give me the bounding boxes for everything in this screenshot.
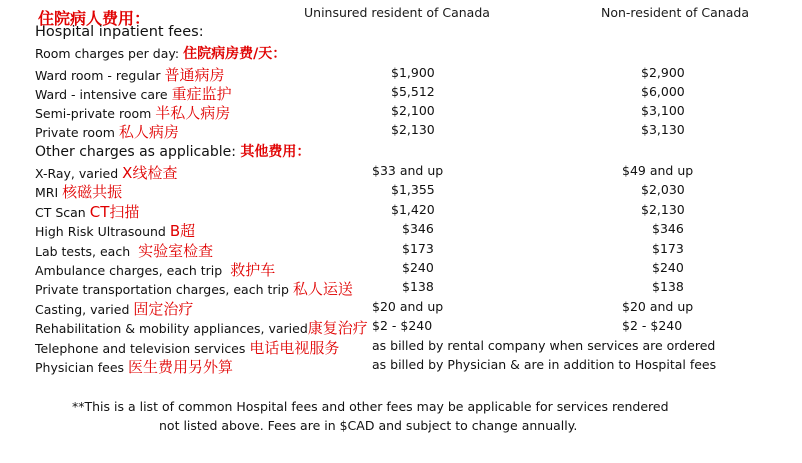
fee-row [35,278,795,297]
fee-label-zh: 固定治疗 [133,300,194,318]
fee-uninsured: $346 [402,221,434,236]
fee-uninsured: $2,130 [391,122,435,137]
fee-non-resident: $20 and up [622,299,694,314]
fee-uninsured: $33 and up [372,163,444,178]
fee-label: Ward - intensive care [35,87,168,102]
fee-label-zh: 半私人病房 [155,104,231,122]
fee-non-resident: $138 [652,279,684,294]
fee-uninsured: $20 and up [372,299,444,314]
fee-uninsured: $240 [402,260,434,275]
footnote-line-1: **This is a list of common Hospital fees and other fees may be applicable for services rendered [72,399,669,414]
fee-uninsured: $5,512 [391,84,435,99]
fee-label-zh: 私人运送 [292,280,353,298]
fee-row [35,337,795,356]
fee-row [35,220,795,239]
fee-note: as billed by rental company when services are ordered [372,338,716,353]
fee-label: X-Ray, varied [35,166,119,181]
fee-non-resident: $49 and up [622,163,694,178]
fee-non-resident: $3,100 [641,103,685,118]
inpatient-heading: Hospital inpatient fees: [35,24,204,40]
fee-note: as billed by Physician & are in addition to Hospital fees [372,357,717,372]
fee-uninsured: $2 - $240 [372,318,433,333]
fee-label-zh: 救护车 [230,261,276,279]
fee-label: CT Scan [35,205,86,220]
fee-row [35,64,795,83]
fee-label-zh: 电话电视服务 [249,339,340,357]
fee-label-zh: 私人病房 [118,123,179,141]
fee-non-resident: $2,130 [641,202,685,217]
fee-uninsured: $1,355 [391,182,435,197]
fee-label-zh: 实验室检查 [138,242,214,260]
fee-label: Ambulance charges, each trip [35,263,223,278]
fee-uninsured: $1,900 [391,65,435,80]
other-heading: Other charges as applicable: [35,144,236,160]
fee-row [35,121,795,140]
fee-row [35,259,795,278]
fee-row [35,201,795,220]
footnote-line-2: not listed above. Fees are in $CAD and subject to change annually. [159,418,578,433]
fee-non-resident: $2 - $240 [622,318,683,333]
room-heading: Room charges per day: [35,46,180,61]
fee-label: Telephone and television services [35,341,246,356]
column-header-non-resident: Non-resident of Canada [601,5,749,20]
room-heading-zh: 住院病房费/天： [183,46,287,62]
fee-uninsured: $173 [402,241,434,256]
fee-non-resident: $346 [652,221,684,236]
fee-label-zh: B超 [169,222,196,240]
title-zh: 住院病人费用： [38,9,151,28]
other-heading-line [35,141,310,161]
fee-non-resident: $240 [652,260,684,275]
room-heading-line [35,43,286,63]
fee-label: Ward room - regular [35,68,161,83]
fee-non-resident: $2,900 [641,65,685,80]
fee-non-resident: $3,130 [641,122,685,137]
fee-row [35,83,795,102]
fee-non-resident: $173 [652,241,684,256]
fee-label-zh: CT扫描 [89,203,140,221]
fee-row [35,181,795,200]
fee-row [35,356,795,375]
fee-label-zh: 重症监护 [171,85,232,103]
fee-row [35,102,795,121]
fee-uninsured: $1,420 [391,202,435,217]
fee-label: Private transportation charges, each trip [35,282,289,297]
fee-uninsured: $138 [402,279,434,294]
fee-label-zh: 医生费用另外算 [128,358,234,376]
fee-label: High Risk Ultrasound [35,224,166,239]
column-header-uninsured: Uninsured resident of Canada [304,5,490,20]
fee-label: Lab tests, each [35,244,131,259]
fee-row [35,240,795,259]
fee-row [35,317,795,336]
fee-label-zh: 普通病房 [164,66,225,84]
fee-row [35,162,795,181]
other-heading-zh: 其他费用： [240,144,311,160]
fee-label: Semi-private room [35,106,152,121]
fee-non-resident: $6,000 [641,84,685,99]
fee-label-zh: X线检查 [122,164,178,182]
fee-label-zh: 核磁共振 [62,183,123,201]
fee-row [35,298,795,317]
fee-label: Rehabilitation & mobility appliances, varied [35,321,308,336]
fee-label-zh: 康复治疗 [307,319,368,337]
fee-label: Private room [35,125,115,140]
fee-uninsured: $2,100 [391,103,435,118]
fee-label: MRI [35,185,59,200]
fee-non-resident: $2,030 [641,182,685,197]
fee-label: Casting, varied [35,302,130,317]
fee-label: Physician fees [35,360,125,375]
